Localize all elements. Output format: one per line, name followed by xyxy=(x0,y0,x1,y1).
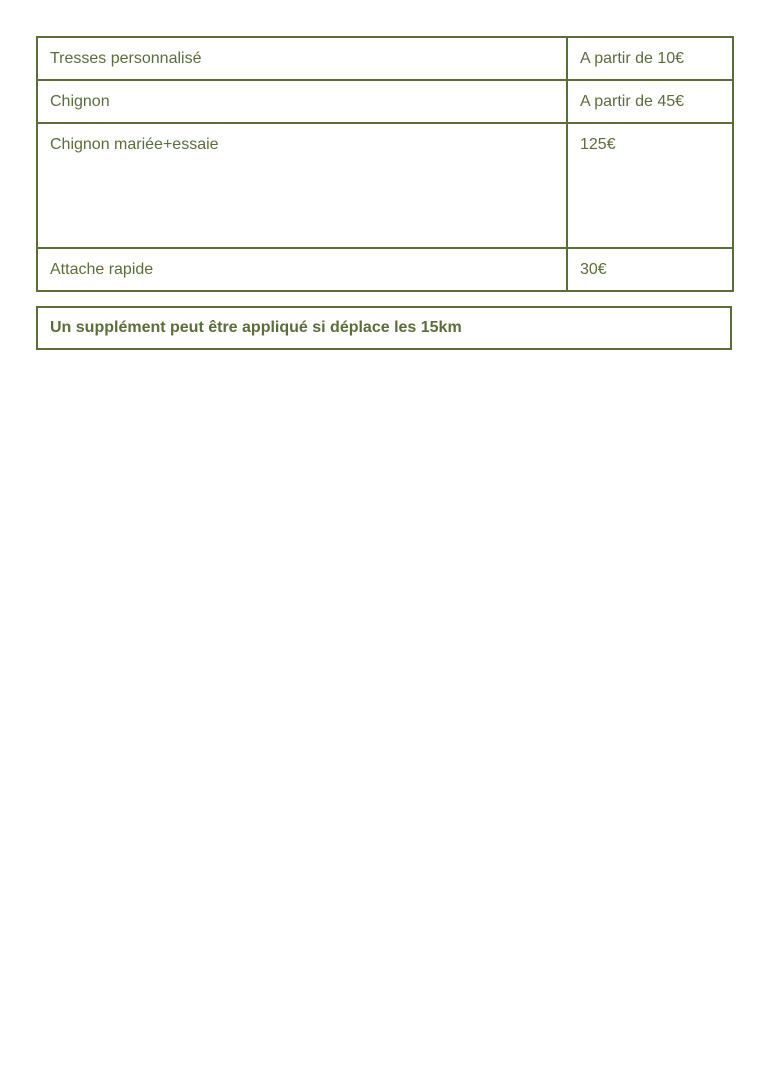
service-price: 125€ xyxy=(567,123,733,248)
table-row xyxy=(37,248,733,291)
service-name: Tresses personnalisé xyxy=(37,37,567,80)
service-name: Attache rapide xyxy=(37,248,567,291)
table-row xyxy=(37,123,733,248)
service-name: Chignon xyxy=(37,80,567,123)
table-row xyxy=(37,37,733,80)
table-row xyxy=(37,80,733,123)
travel-supplement-notice: Un supplément peut être appliqué si déplace les 15km xyxy=(36,306,732,350)
service-price: A partir de 45€ xyxy=(567,80,733,123)
service-name: Chignon mariée+essaie xyxy=(37,123,567,248)
price-table xyxy=(36,36,734,292)
service-price: 30€ xyxy=(567,248,733,291)
service-price: A partir de 10€ xyxy=(567,37,733,80)
